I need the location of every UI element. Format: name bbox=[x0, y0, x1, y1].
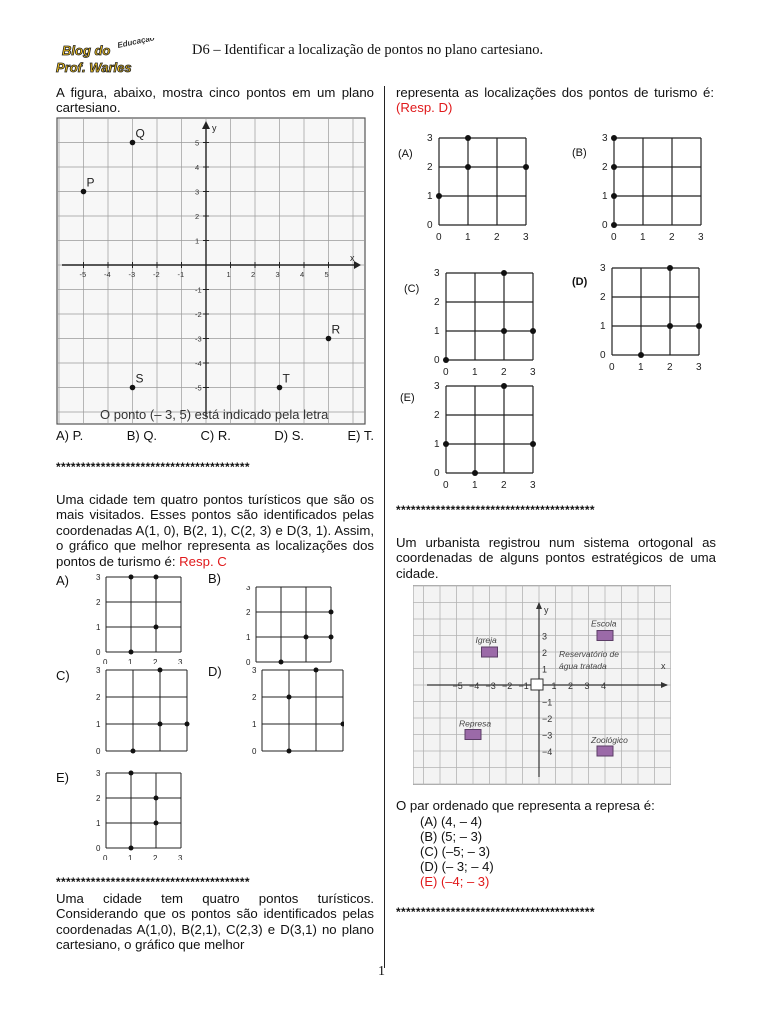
q3ga-ytick: 2 bbox=[427, 162, 433, 173]
q2c-ytick: 1 bbox=[96, 720, 101, 729]
q3ge-xtick: 1 bbox=[472, 480, 478, 490]
q2-text-main: Uma cidade tem quatro pontos turísticos que são os mais visitados. Esses pontos são identificados pelas coordenadas A(1, 0), B(2, 1), C(2, 3) e D(3, 1). Assim, o gráfico que melhor representa as localizações dos pontos de turismo é: bbox=[56, 492, 374, 569]
q2e-xtick: 0 bbox=[103, 854, 108, 860]
q4-text: Um urbanista registrou num sistema ortogonal as coordenadas de alguns pontos estratégicos de uma cidade. bbox=[396, 535, 716, 581]
q3gb-point bbox=[611, 135, 617, 141]
q3ga-xtick: 3 bbox=[523, 232, 529, 242]
q1-option-d[interactable]: D) S. bbox=[274, 428, 304, 443]
q3ge-ytick: 2 bbox=[434, 410, 440, 421]
q3-graph-a[interactable] bbox=[424, 130, 542, 242]
q2b-ytick: 2 bbox=[246, 608, 251, 617]
q2-label-d: D) bbox=[208, 664, 222, 679]
q3gb-point bbox=[611, 193, 617, 199]
q3ga-point bbox=[465, 135, 471, 141]
column-divider bbox=[384, 86, 385, 968]
separator-2: *************************************** bbox=[56, 875, 250, 889]
q2b-ytick: 3 bbox=[246, 586, 251, 592]
q2a-ytick: 1 bbox=[96, 623, 101, 632]
q3-text-part2: representa as localizações dos pontos de turismo é: bbox=[396, 85, 714, 100]
q4-label-igreja: Igreja bbox=[475, 635, 497, 645]
q3-graph-c[interactable] bbox=[424, 265, 542, 377]
q1-xtick-label: -5 bbox=[79, 270, 87, 279]
q2e-point bbox=[129, 771, 134, 776]
q2a-point bbox=[154, 625, 159, 630]
q3gc-xtick: 3 bbox=[530, 367, 536, 377]
q2a-ytick: 2 bbox=[96, 598, 101, 607]
q1-option-b[interactable]: B) Q. bbox=[126, 428, 158, 443]
q3ge-ytick: 1 bbox=[434, 439, 440, 450]
q4-marker-represa bbox=[465, 730, 481, 740]
q4-option-b[interactable]: (B) (5; – 3) bbox=[420, 829, 483, 844]
q4-xtick-label: −5 bbox=[452, 681, 463, 691]
page-title: D6 – Identificar a localização de pontos no plano cartesiano. bbox=[192, 42, 544, 58]
q3ge-point bbox=[472, 470, 478, 476]
q3gc-ytick: 2 bbox=[434, 297, 440, 308]
q2-graph-a[interactable] bbox=[84, 570, 194, 664]
q3ga-point bbox=[465, 164, 471, 170]
q2c-ytick: 0 bbox=[96, 747, 101, 756]
q3-label-c: (C) bbox=[404, 283, 420, 295]
q1-y-label: y bbox=[212, 123, 217, 133]
q2-text bbox=[56, 492, 374, 569]
q4-y-label: y bbox=[544, 605, 549, 615]
q2c-point bbox=[185, 722, 190, 727]
q1-option-e[interactable]: E) T. bbox=[347, 428, 374, 443]
q2c-ytick: 2 bbox=[96, 693, 101, 702]
q3gd-point bbox=[667, 323, 673, 329]
q2-label-e: E) bbox=[56, 770, 69, 785]
q4-city-plane bbox=[413, 585, 671, 785]
q3ga-xtick: 2 bbox=[494, 232, 500, 242]
q2-graph-b[interactable] bbox=[234, 586, 344, 666]
q1-point-label-t: T bbox=[282, 371, 290, 386]
q2d-ytick: 1 bbox=[252, 720, 257, 729]
q2a-xtick: 0 bbox=[103, 658, 108, 664]
q1-point-label-p: P bbox=[86, 175, 95, 190]
q2d-point bbox=[341, 722, 345, 727]
q3gc-xtick: 1 bbox=[472, 367, 478, 377]
q3gd-ytick: 1 bbox=[600, 321, 606, 332]
q3ga-point bbox=[436, 193, 442, 199]
q2e-point bbox=[154, 796, 159, 801]
q3ge-ytick: 3 bbox=[434, 381, 440, 392]
q3gd-xtick: 3 bbox=[696, 362, 702, 372]
q1-option-c[interactable]: C) R. bbox=[200, 428, 231, 443]
q3gc-point bbox=[501, 270, 507, 276]
q2e-xtick: 1 bbox=[128, 854, 133, 860]
q1-xtick-label: 3 bbox=[275, 270, 280, 279]
q2d-point bbox=[314, 668, 319, 673]
q2a-point bbox=[154, 575, 159, 580]
q2b-point bbox=[329, 610, 334, 615]
q3-label-d: (D) bbox=[572, 276, 588, 288]
q3ge-point bbox=[501, 383, 507, 389]
q4-marker-escola bbox=[597, 631, 613, 641]
q4-option-c[interactable]: (C) (–5; – 3) bbox=[420, 844, 491, 859]
separator-1: *************************************** bbox=[56, 460, 250, 474]
q4-label-escola: Escola bbox=[591, 618, 617, 629]
q4-ytick-label: −1 bbox=[542, 697, 553, 708]
q3ga-ytick: 3 bbox=[427, 133, 433, 144]
q3gb-xtick: 2 bbox=[669, 232, 675, 242]
q3ga-xtick: 1 bbox=[465, 232, 471, 242]
q2c-ytick: 3 bbox=[96, 666, 101, 675]
q3-graph-e[interactable] bbox=[424, 378, 542, 490]
q3gb-ytick: 1 bbox=[602, 191, 608, 202]
q2e-ytick: 1 bbox=[96, 819, 101, 828]
q4-xtick-label: 4 bbox=[601, 681, 607, 691]
q2a-ytick: 0 bbox=[96, 648, 101, 657]
q4-reservoir-marker bbox=[531, 679, 543, 690]
q1-text: A figura, abaixo, mostra cinco pontos em um plano cartesiano. bbox=[56, 85, 374, 116]
q2-graph-e[interactable] bbox=[84, 766, 194, 860]
q3gd-point bbox=[696, 323, 702, 329]
q1-ytick-label: 4 bbox=[195, 163, 200, 172]
q3ge-xtick: 2 bbox=[501, 480, 507, 490]
q4-question: O par ordenado que representa a represa é: bbox=[396, 798, 655, 813]
q4-xtick-label: 2 bbox=[568, 681, 574, 691]
q4-label-represa: Represa bbox=[459, 718, 492, 729]
q4-ytick-label: −2 bbox=[542, 714, 553, 724]
q3-answer: (Resp. D) bbox=[396, 100, 453, 116]
q2a-point bbox=[129, 575, 134, 580]
q2a-xtick: 1 bbox=[128, 658, 133, 664]
q2d-point bbox=[287, 749, 292, 754]
q3-graph-b[interactable] bbox=[596, 130, 714, 242]
q3ga-point bbox=[523, 164, 529, 170]
q4-xtick-label: −3 bbox=[485, 681, 496, 691]
q3ga-xtick: 0 bbox=[436, 232, 442, 242]
q4-xtick-label: −4 bbox=[469, 681, 480, 691]
q2e-ytick: 2 bbox=[96, 794, 101, 803]
q3ge-point bbox=[443, 441, 449, 447]
q3gd-point bbox=[638, 352, 644, 358]
q2b-point bbox=[304, 635, 309, 640]
q3-label-a: (A) bbox=[398, 148, 413, 160]
q3ge-ytick: 0 bbox=[434, 468, 440, 479]
q3-graph-d[interactable] bbox=[596, 260, 714, 372]
q1-point-t bbox=[277, 385, 283, 391]
q1-xtick-label: 4 bbox=[300, 270, 305, 279]
q1-option-a[interactable]: A) P. bbox=[56, 428, 84, 443]
q4-ytick-label: −3 bbox=[542, 730, 553, 741]
q2a-ytick: 3 bbox=[96, 573, 101, 582]
q1-xtick-label: 2 bbox=[251, 270, 256, 279]
q4-xtick-label: 1 bbox=[551, 681, 557, 691]
q3gb-point bbox=[611, 164, 617, 170]
q3gb-xtick: 3 bbox=[698, 232, 704, 242]
q2e-ytick: 0 bbox=[96, 844, 101, 853]
q2a-xtick: 2 bbox=[153, 658, 158, 664]
q3gc-ytick: 3 bbox=[434, 268, 440, 279]
q1-ytick-label: -3 bbox=[195, 334, 202, 344]
q2e-ytick: 3 bbox=[96, 769, 101, 778]
q1-cartesian-plane bbox=[56, 117, 366, 425]
q1-options bbox=[56, 428, 374, 443]
logo-line2: Prof. Warles bbox=[56, 60, 132, 75]
q1-ytick-label: -2 bbox=[195, 310, 202, 319]
q2e-xtick: 2 bbox=[153, 854, 158, 860]
q4-option-e[interactable]: (E) (–4; – 3) bbox=[420, 874, 490, 889]
q1-point-label-s: S bbox=[135, 371, 144, 386]
q3gd-xtick: 2 bbox=[667, 362, 673, 372]
q3-label-b: (B) bbox=[572, 147, 587, 159]
q4-marker-igreja bbox=[482, 647, 498, 657]
q3gb-xtick: 1 bbox=[640, 232, 646, 242]
logo-arc-text: Educação bbox=[116, 38, 156, 50]
q3ge-point bbox=[530, 441, 536, 447]
q4-marker-zoológico bbox=[597, 746, 613, 756]
q1-xtick-label: -3 bbox=[128, 270, 136, 279]
q3ge-xtick: 0 bbox=[443, 480, 449, 490]
q1-ytick-label: 2 bbox=[195, 212, 200, 221]
q4-reservoir-label-1: Reservatório de bbox=[559, 649, 620, 659]
q1-xtick-label: -4 bbox=[104, 270, 111, 279]
q2e-point bbox=[129, 846, 134, 851]
q3gc-xtick: 0 bbox=[443, 367, 449, 377]
q4-ytick-label: 2 bbox=[542, 648, 548, 658]
q1-caption: O ponto (– 3, 5) está indicado pela letra bbox=[100, 407, 329, 422]
q1-point-q bbox=[130, 140, 136, 146]
q1-point-s bbox=[130, 385, 136, 391]
q3gb-ytick: 0 bbox=[602, 220, 608, 231]
q3-text-part1: Uma cidade tem quatro pontos turísticos. Considerando que os pontos são identificados pelas coordenadas A(1,0), B(2,1), C(2,3) e D(3,1) no plano cartesiano, o gráfico que melhor bbox=[56, 891, 374, 953]
q3-text-left bbox=[56, 891, 374, 953]
q2d-point bbox=[287, 695, 292, 700]
q3gb-point bbox=[611, 222, 617, 228]
q3ga-ytick: 0 bbox=[427, 220, 433, 231]
q2e-point bbox=[154, 821, 159, 826]
page-number: 1 bbox=[378, 964, 385, 979]
q4-ytick-label: −4 bbox=[542, 747, 553, 757]
q2c-point bbox=[158, 668, 163, 673]
q2e-xtick: 3 bbox=[178, 854, 183, 860]
q1-ytick-label: -5 bbox=[195, 383, 202, 393]
q3gc-point bbox=[443, 357, 449, 363]
q4-xtick-label: −1 bbox=[518, 681, 529, 691]
q2-answer: Resp. C bbox=[179, 553, 227, 569]
q2d-ytick: 3 bbox=[252, 666, 257, 675]
q3gd-xtick: 1 bbox=[638, 362, 644, 372]
q3gd-ytick: 3 bbox=[600, 263, 606, 274]
q3gb-ytick: 2 bbox=[602, 162, 608, 173]
q2-label-b: B) bbox=[208, 571, 221, 586]
q4-xtick-label: 3 bbox=[584, 681, 590, 691]
q2-graph-d[interactable] bbox=[234, 663, 344, 757]
q3ge-xtick: 3 bbox=[530, 480, 536, 490]
q1-ytick-label: -1 bbox=[195, 285, 202, 295]
q2c-point bbox=[158, 722, 163, 727]
q2b-ytick: 1 bbox=[246, 633, 251, 642]
q4-label-zoológico: Zoológico bbox=[591, 735, 628, 745]
q4-reservoir-label-2: água tratada bbox=[559, 661, 607, 671]
logo-line1: Blog do bbox=[62, 43, 111, 58]
q3gb-xtick: 0 bbox=[611, 232, 617, 242]
q1-ytick-label: 3 bbox=[195, 187, 200, 197]
q2a-point bbox=[129, 650, 134, 655]
q1-xtick-label: -1 bbox=[177, 270, 185, 279]
q2c-point bbox=[131, 749, 136, 754]
q3gc-point bbox=[530, 328, 536, 334]
q3gc-xtick: 2 bbox=[501, 367, 507, 377]
q3ga-ytick: 1 bbox=[427, 191, 433, 202]
q1-ytick-label: 1 bbox=[195, 236, 200, 246]
q4-option-d[interactable]: (D) (– 3; – 4) bbox=[420, 859, 494, 874]
q3gc-point bbox=[501, 328, 507, 334]
q4-option-a[interactable]: (A) (4, – 4) bbox=[420, 814, 483, 829]
q3gd-xtick: 0 bbox=[609, 362, 615, 372]
q2-label-a: A) bbox=[56, 573, 69, 588]
q3gc-ytick: 0 bbox=[434, 355, 440, 366]
q1-point-label-q: Q bbox=[135, 126, 145, 141]
q3gc-ytick: 1 bbox=[434, 326, 440, 337]
q1-point-r bbox=[326, 336, 332, 342]
q1-xtick-label: 1 bbox=[226, 270, 231, 279]
q2a-xtick: 3 bbox=[178, 658, 183, 664]
q4-ytick-label: 3 bbox=[542, 631, 548, 642]
q3gb-ytick: 3 bbox=[602, 133, 608, 144]
q3-text-right bbox=[396, 85, 714, 116]
q1-x-label: x bbox=[350, 253, 355, 263]
q4-xtick-label: −2 bbox=[502, 681, 513, 691]
q1-ytick-label: 5 bbox=[195, 138, 200, 148]
q3-label-e: (E) bbox=[400, 392, 415, 404]
q1-xtick-label: -2 bbox=[153, 270, 160, 279]
q3gd-ytick: 0 bbox=[600, 350, 606, 361]
q2b-point bbox=[329, 635, 334, 640]
q3gd-ytick: 2 bbox=[600, 292, 606, 303]
q3gd-point bbox=[667, 265, 673, 271]
q1-xtick-label: 5 bbox=[324, 270, 329, 279]
q2-graph-c[interactable] bbox=[84, 663, 194, 757]
blog-logo bbox=[52, 38, 160, 78]
separator-4: **************************************** bbox=[396, 905, 595, 919]
separator-3: **************************************** bbox=[396, 503, 595, 517]
q2d-ytick: 2 bbox=[252, 693, 257, 702]
q4-ytick-label: 1 bbox=[542, 664, 548, 675]
q2-label-c: C) bbox=[56, 668, 70, 683]
q2d-ytick: 0 bbox=[252, 747, 257, 756]
q1-ytick-label: -4 bbox=[195, 359, 202, 368]
q1-point-p bbox=[81, 189, 87, 195]
q1-point-label-r: R bbox=[331, 322, 341, 337]
q2b-ytick: 0 bbox=[246, 658, 251, 666]
q4-x-label: x bbox=[661, 661, 666, 671]
